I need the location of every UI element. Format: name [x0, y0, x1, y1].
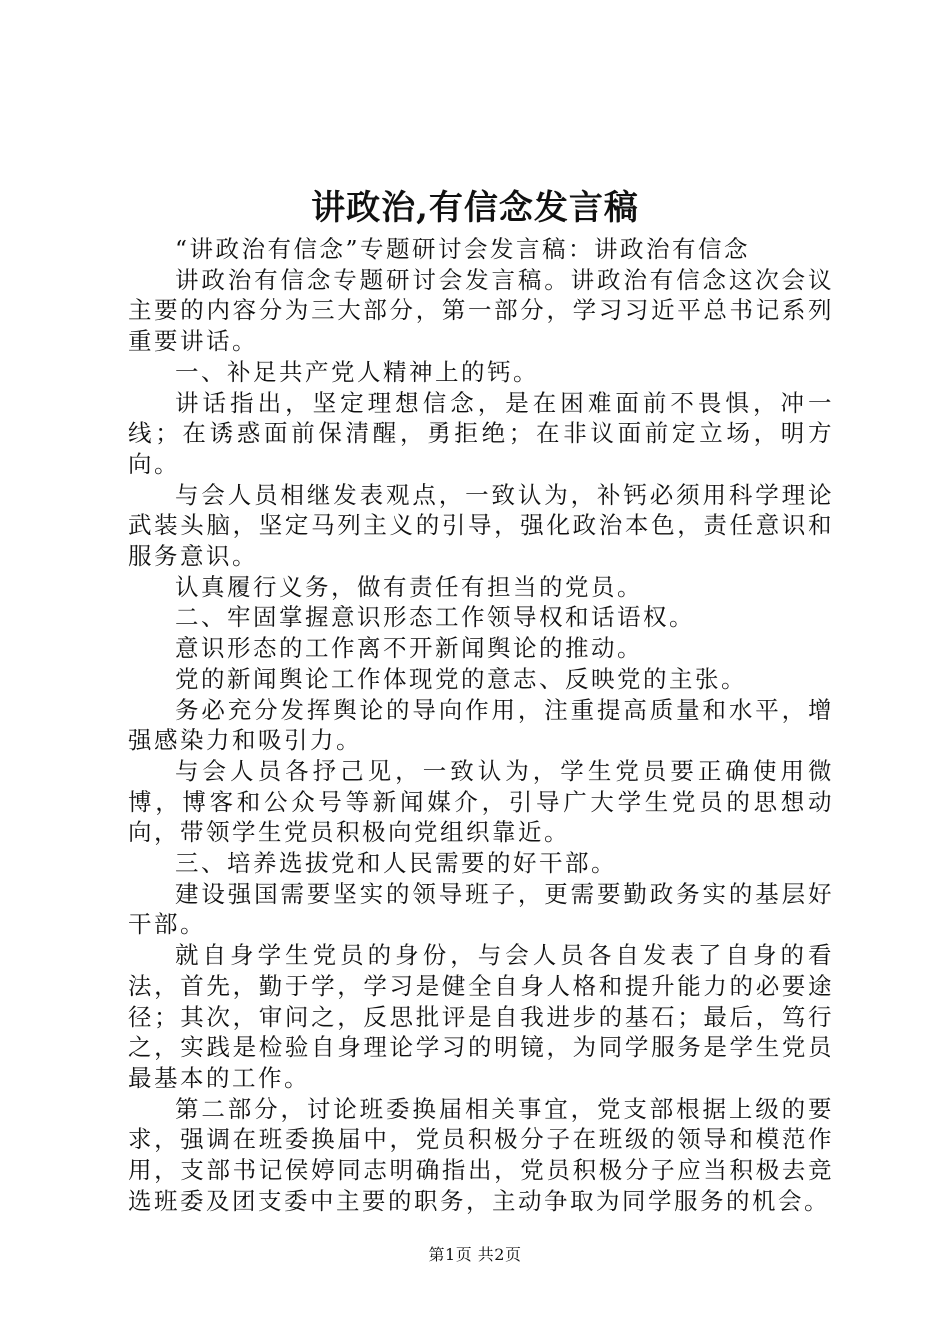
paragraph: 认真履行义务，做有责任有担当的党员。: [175, 572, 643, 601]
paragraph: 讲话指出，坚定理想信念，是在困难面前不畏惧，冲一线；在诱惑面前保清醒，勇拒绝；在非议面前定立场，明方向。: [128, 388, 834, 478]
document-title: 讲政治,有信念发言稿: [311, 188, 639, 228]
section-heading: 一、补足共产党人精神上的钙。: [175, 357, 539, 386]
paragraph: 意识形态的工作离不开新闻舆论的推动。: [175, 634, 643, 663]
document-body: [128, 234, 834, 1217]
section-heading: 三、培养选拔党和人民需要的好干部。: [175, 849, 617, 878]
paragraph: 党的新闻舆论工作体现党的意志、反映党的主张。: [175, 664, 747, 693]
paragraph: 务必充分发挥舆论的导向作用，注重提高质量和水平，增强感染力和吸引力。: [128, 695, 834, 755]
paragraph: 建设强国需要坚实的领导班子，更需要勤政务实的基层好干部。: [128, 879, 834, 939]
paragraph: 与会人员相继发表观点，一致认为，补钙必须用科学理论武装头脑，坚定马列主义的引导，强化政治本色，责任意识和服务意识。: [128, 480, 834, 571]
paragraph: 讲政治有信念专题研讨会发言稿。讲政治有信念这次会议主要的内容分为三大部分，第一部分，学习习近平总书记系列重要讲话。: [128, 265, 834, 356]
paragraph: 就自身学生党员的身份，与会人员各自发表了自身的看法，首先，勤于学，学习是健全自身人格和提升能力的必要途径；其次，审问之，反思批评是自我进步的基石；最后，笃行之，实践是检验自身理论学习的明镜，为同学服务是学生党员最基本的工作。: [128, 941, 834, 1092]
section-heading: 二、牢固掌握意识形态工作领导权和话语权。: [175, 603, 695, 632]
paragraph: 第二部分，讨论班委换届相关事宜，党支部根据上级的要求，强调在班委换届中，党员积极分子在班级的领导和模范作用，支部书记侯婷同志明确指出，党员积极分子应当积极去竞选班委及团支委中主要的职务，主动争取为同学服务的机会。: [128, 1094, 834, 1215]
paragraph: 与会人员各抒己见，一致认为，学生党员要正确使用微博，博客和公众号等新闻媒介，引导广大学生党员的思想动向，带领学生党员积极向党组织靠近。: [128, 756, 834, 847]
page-footer: 第1页 共2页: [428, 1245, 522, 1264]
paragraph: “讲政治有信念”专题研讨会发言稿：讲政治有信念: [175, 235, 751, 263]
